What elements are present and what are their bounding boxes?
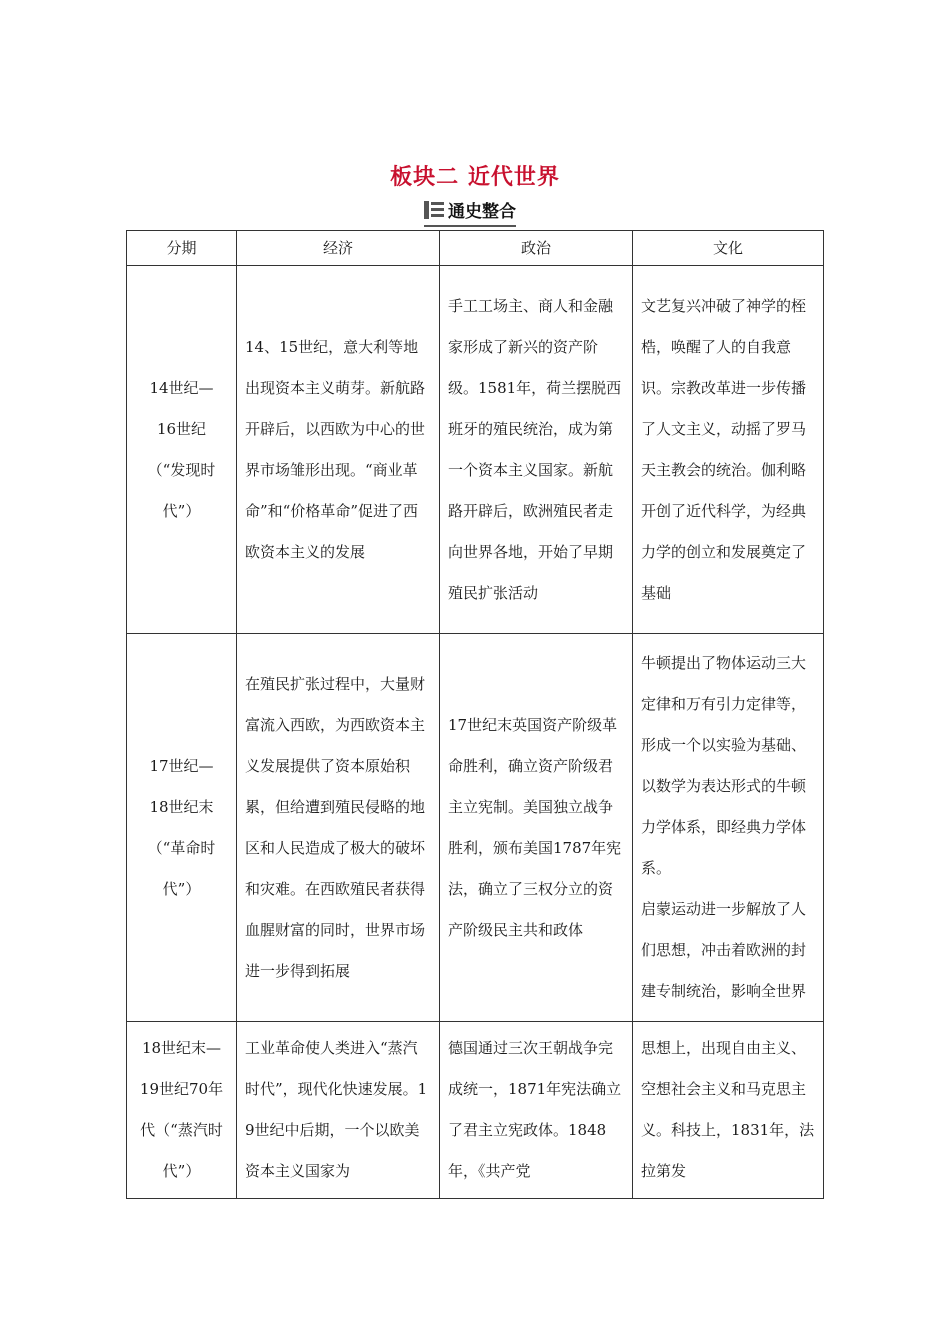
table-row [127, 634, 824, 1022]
period-text: 17世纪—18世纪末（“革命时代”） [147, 756, 216, 898]
culture-text: 文艺复兴冲破了神学的桎梏，唤醒了人的自我意识。宗教改革进一步传播了人文主义，动摇了罗马天主教会的统治。伽利略开创了近代科学，为经典力学的创立和发展奠定了基础 [641, 296, 807, 602]
section-heading [424, 197, 516, 227]
period-cell [127, 266, 237, 634]
politics-cell [440, 634, 633, 1022]
politics-cell [440, 1022, 633, 1199]
header-period: 分期 [127, 231, 237, 266]
economy-cell [237, 266, 440, 634]
culture-text: 思想上，出现自由主义、空想社会主义和马克思主义。科技上，1831年，法拉第发 [641, 1039, 815, 1180]
politics-text: 德国通过三次王朝战争完成统一，1871年宪法确立了君主立宪政体。1848年，《共产党 [448, 1039, 622, 1180]
header-politics: 政治 [440, 231, 633, 266]
culture-cell [633, 634, 824, 1022]
economy-text: 14、15世纪，意大利等地出现资本主义萌芽。新航路开辟后，以西欧为中心的世界市场雏形出现。“商业革命”和“价格革命”促进了西欧资本主义的发展 [245, 337, 426, 561]
economy-cell [237, 1022, 440, 1199]
section-heading-text: 通史整合 [448, 202, 516, 222]
header-culture: 文化 [633, 231, 824, 266]
culture-text-2: 启蒙运动进一步解放了人们思想，冲击着欧洲的封建专制统治，影响全世界 [641, 900, 807, 1000]
culture-cell [633, 266, 824, 634]
period-text: 14世纪—16世纪（“发现时代”） [147, 378, 216, 520]
list-icon [424, 201, 444, 219]
economy-cell [237, 634, 440, 1022]
politics-text: 手工工场主、商人和金融家形成了新兴的资产阶级。1581年，荷兰摆脱西班牙的殖民统治，成为第一个资本主义国家。新航路开辟后，欧洲殖民者走向世界各地，开始了早期殖民扩张活动 [448, 296, 622, 602]
culture-text: 牛顿提出了物体运动三大定律和万有引力定律等，形成一个以实验为基础、以数学为表达形式的牛顿力学体系，即经典力学体系。 [641, 654, 807, 877]
table-header-row [127, 231, 824, 266]
economy-text: 工业革命使人类进入“蒸汽时代”，现代化快速发展。19世纪中后期，一个以欧美资本主义国家为 [245, 1039, 428, 1180]
history-summary-table [126, 230, 824, 1199]
politics-cell [440, 266, 633, 634]
culture-cell [633, 1022, 824, 1199]
period-cell [127, 1022, 237, 1199]
header-economy: 经济 [237, 231, 440, 266]
table-row [127, 1022, 824, 1199]
period-cell [127, 634, 237, 1022]
table-row [127, 266, 824, 634]
period-text: 18世纪末—19世纪70年代（“蒸汽时代”） [139, 1039, 224, 1180]
page-title: 板块二 近代世界 [390, 165, 560, 190]
politics-text: 17世纪末英国资产阶级革命胜利，确立资产阶级君主立宪制。美国独立战争胜利，颁布美国1787年宪法，确立了三权分立的资产阶级民主共和政体 [448, 715, 622, 939]
economy-text: 在殖民扩张过程中，大量财富流入西欧，为西欧资本主义发展提供了资本原始积累，但给遭到殖民侵略的地区和人民造成了极大的破坏和灾难。在西欧殖民者获得血腥财富的同时，世界市场进一步得到拓展 [245, 674, 426, 980]
